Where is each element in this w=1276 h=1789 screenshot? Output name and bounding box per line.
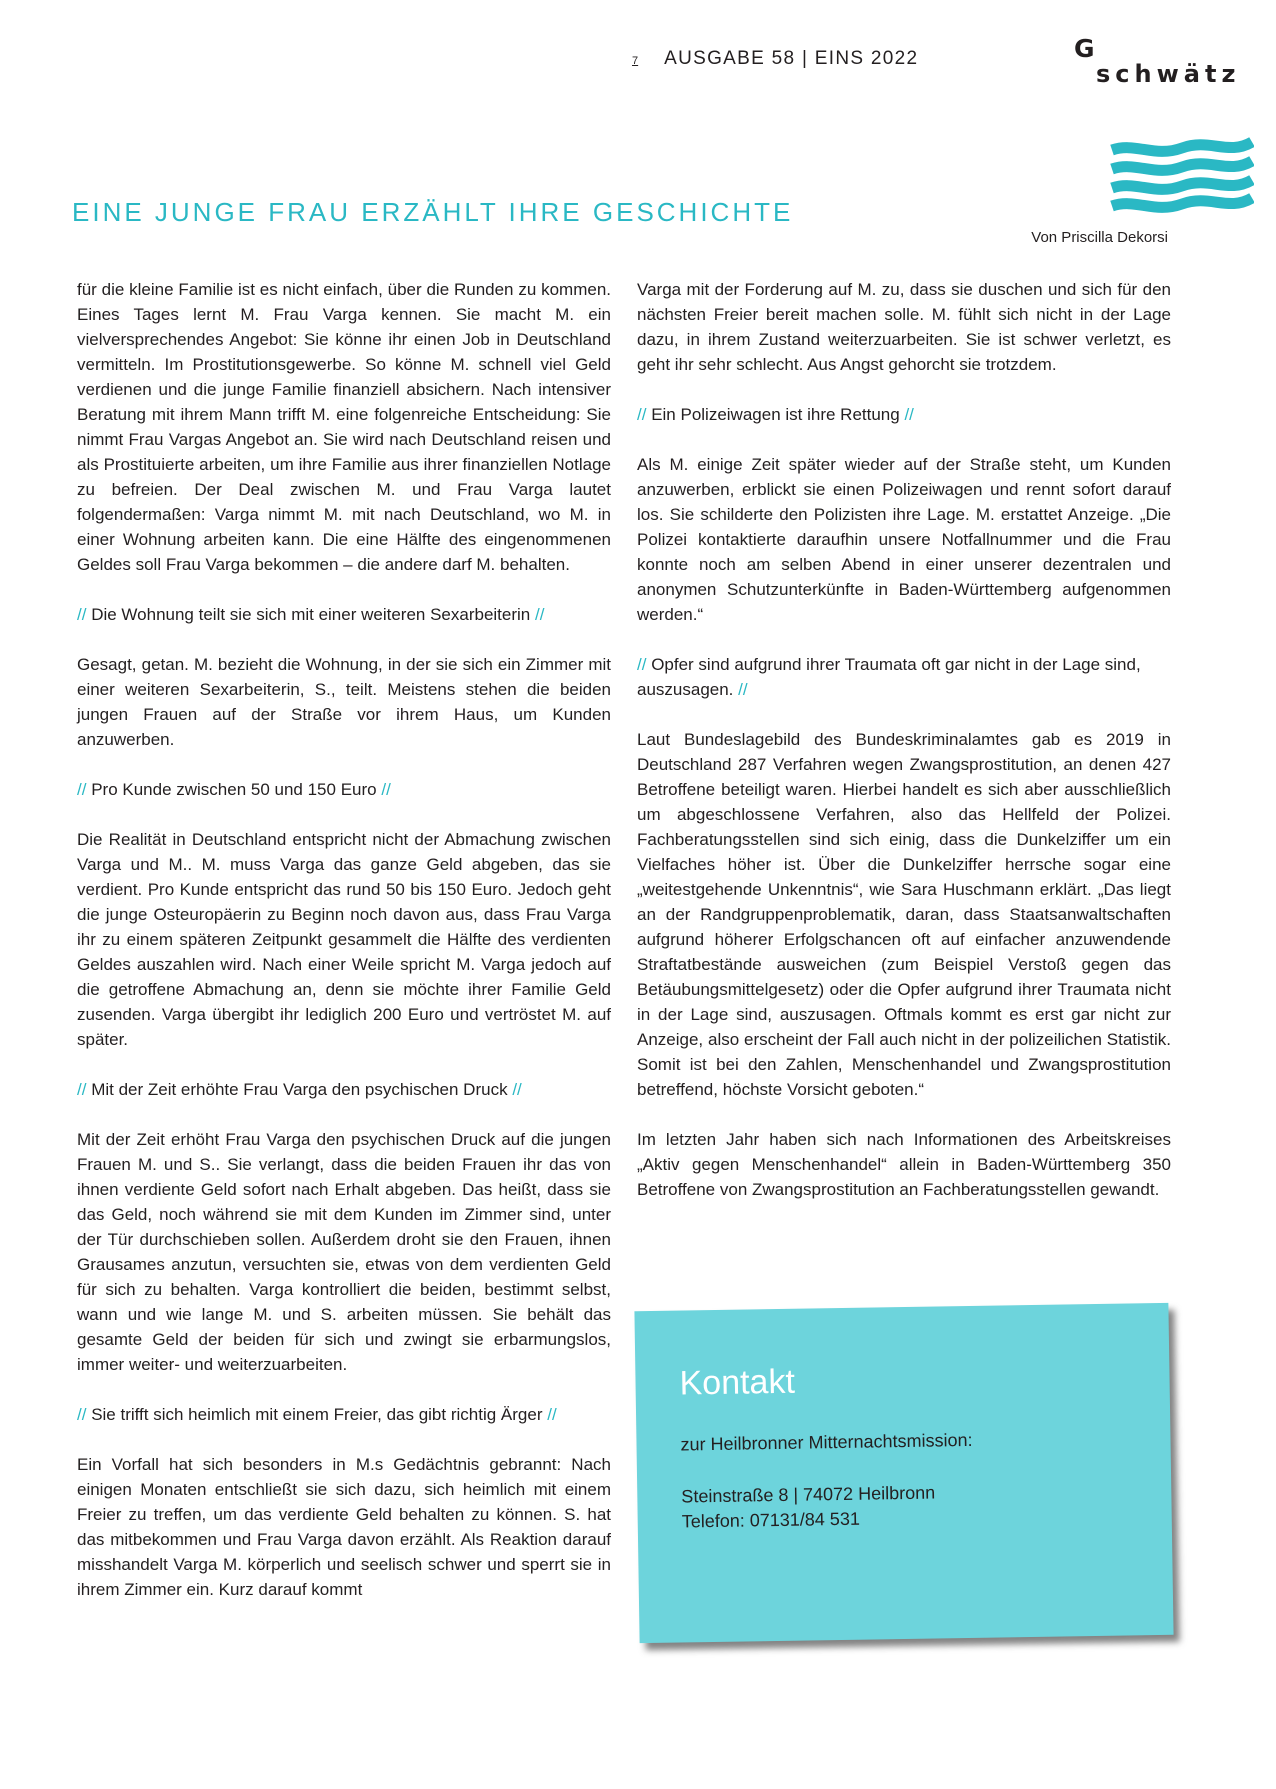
subheading-marker: // (738, 680, 748, 699)
body-paragraph: Laut Bundeslagebild des Bundeskriminalamtes gab es 2019 in Deutschland 287 Verfahren wegen Zwangsprostitution, an denen 427 Betroffene beteiligt waren. Hierbei handelt es sich aber ausschließlich um abgeschlossene Verfahren, also das Hellfeld der Polizei. Fachberatungsstellen sind sich einig, dass die Dunkelziffer um ein Vielfaches höher ist. Über die Dunkelziffer herrsche sogar eine „weitestgehende Unkenntnis“, wie Sara Huschmann erklärt. „Das liegt an der Randgruppenproblematik, daran, dass Staatsanwaltschaften aufgrund höherer Erfolgschancen oft auf einfacher anzuwendende Straftatbestände ausweichen (zum Beispiel Verstoß gegen das Betäubungsmittelgesetz) oder die Opfer aufgrund ihrer Traumata nicht in der Lage sind, auszusagen. Oftmals kommt es erst gar nicht zur Anzeige, also erscheint der Fall auch nicht in der polizeilichen Statistik. Somit ist bei den Zahlen, Menschenhandel und Zwangsprostitution betreffend, höchste Vorsicht geboten.“ (637, 730, 1171, 1099)
subheading-marker: // (381, 780, 391, 799)
subheading-marker: // (547, 1405, 557, 1424)
subheading-marker: // (637, 655, 647, 674)
page-number: 7 (632, 55, 639, 67)
subheading-marker: // (77, 1405, 87, 1424)
body-paragraph: Mit der Zeit erhöht Frau Varga den psychischen Druck auf die jungen Frauen M. und S.. Sie verlangt, dass die beiden Frauen ihr das von ihnen verdiente Geld sofort nach Erhalt abgeben. Das heißt, dass sie das Geld, noch während sie mit dem Kunden im Zimmer sind, unter der Tür durchschieben sollen. Außerdem droht sie den Frauen, ihnen Grausames anzutun, versuchten sie, etwas von dem verdienten Geld für sich zu behalten. Varga kontrolliert die beiden, bestimmt selbst, wann und wie lange M. und S. arbeiten müssen. Sie behält das gesamte Geld der beiden für sich und zwingt sie erbarmungslos, immer weiter- und weiterzuarbeiten. (77, 1130, 611, 1374)
body-paragraph: Ein Vorfall hat sich besonders in M.s Gedächtnis gebrannt: Nach einigen Monaten entschließt sie sich dazu, sich heimlich mit einem Freier zu treffen, um das verdiente Geld behalten zu können. S. hat das mitbekommen und Frau Varga davon erzählt. Als Reaktion darauf misshandelt Varga M. körperlich und seelisch schwer und sperrt sie in ihrem Zimmer ein. Kurz darauf kommt (77, 1455, 611, 1599)
section-subheading (637, 652, 1171, 702)
article-title: EINE JUNGE FRAU ERZÄHLT IHRE GESCHICHTE (72, 197, 794, 227)
logo-initial: G (1074, 34, 1095, 63)
body-paragraph: für die kleine Familie ist es nicht einfach, über die Runden zu kommen. Eines Tages lernt M. Frau Varga kennen. Sie macht M. ein vielversprechendes Angebot: Sie könne ihr einen Job in Deutschland vermitteln. Im Prostitutionsgewerbe. So könne M. schnell viel Geld verdienen und die junge Familie finanziell absichern. Nach intensiver Beratung mit ihrem Mann trifft M. eine folgenreiche Entscheidung: Sie nimmt Frau Vargas Angebot an. Sie wird nach Deutschland reisen und als Prostituierte arbeiten, um ihre Familie aus ihrer finanziellen Notlage zu befreien. Der Deal zwischen M. und Frau Varga lautet folgendermaßen: Varga nimmt M. mit nach Deutschland, wo M. in einer Wohnung arbeiten kann. Die eine Hälfte des eingenommenen Geldes soll Frau Varga bekommen – die andere darf M. behalten. (77, 280, 611, 574)
subheading-text: Ein Polizeiwagen ist ihre Rettung (651, 405, 900, 424)
section-subheading (77, 1402, 611, 1427)
subheading-marker: // (637, 405, 647, 424)
right-column (637, 277, 1171, 1227)
subheading-marker: // (904, 405, 914, 424)
subheading-text: Opfer sind aufgrund ihrer Traumata oft gar nicht in der Lage sind, auszusagen. (637, 655, 1141, 699)
issue-label: AUSGABE 58 | EINS 2022 (664, 48, 919, 69)
waves-icon (1110, 134, 1254, 214)
section-subheading (77, 777, 611, 802)
contact-address: Steinstraße 8 | 74072 Heilbronn (681, 1482, 936, 1507)
subheading-marker: // (77, 1080, 87, 1099)
section-subheading (637, 402, 1171, 427)
body-paragraph: Im letzten Jahr haben sich nach Informationen des Arbeitskreises „Aktiv gegen Menschenhandel“ allein in Baden-Württemberg 350 Betroffene von Zwangsprostitution an Fachberatungsstellen gewandt. (637, 1130, 1171, 1199)
contact-title: Kontakt (679, 1362, 796, 1403)
issue-line (632, 48, 918, 70)
subheading-text: Mit der Zeit erhöhte Frau Varga den psychischen Druck (91, 1080, 508, 1099)
body-paragraph: Gesagt, getan. M. bezieht die Wohnung, in der sie sich ein Zimmer mit einer weiteren Sexarbeiterin, S., teilt. Meistens stehen die beiden jungen Frauen auf der Straße vor ihrem Haus, um Kunden anzuwerben. (77, 655, 611, 749)
subheading-text: Die Wohnung teilt sie sich mit einer weiteren Sexarbeiterin (91, 605, 531, 624)
subheading-marker: // (77, 605, 87, 624)
body-paragraph: Als M. einige Zeit später wieder auf der Straße steht, um Kunden anzuwerben, erblickt sie einen Polizeiwagen und rennt sofort darauf los. Sie schilderte den Polizisten ihre Lage. M. erstattet Anzeige. „Die Polizei kontaktierte daraufhin unsere Notfallnummer und die Frau konnte noch am selben Abend in einer unserer dezentralen und anonymen Schutzunterkünfte in Baden-Württemberg aufgenommen werden.“ (637, 455, 1171, 624)
subheading-text: Pro Kunde zwischen 50 und 150 Euro (91, 780, 377, 799)
contact-organization: zur Heilbronner Mitternachtsmission: (680, 1429, 973, 1455)
contact-card (634, 1303, 1173, 1643)
contact-phone: Telefon: 07131/84 531 (681, 1508, 861, 1532)
left-column (77, 277, 611, 1627)
subheading-marker: // (534, 605, 545, 624)
gschwaetz-logo (1074, 34, 1254, 184)
contact-details (681, 1481, 936, 1535)
subheading-marker: // (512, 1080, 522, 1099)
byline: Von Priscilla Dekorsi (1031, 229, 1168, 246)
section-subheading (77, 602, 611, 627)
logo-word: schwätz (1096, 60, 1241, 88)
body-paragraph: Die Realität in Deutschland entspricht nicht der Abmachung zwischen Varga und M.. M. muss Varga das ganze Geld abgeben, das sie verdient. Pro Kunde entspricht das rund 50 bis 150 Euro. Jedoch geht die junge Osteuropäerin zu Beginn noch davon aus, dass Frau Varga ihr zu einem späteren Zeitpunkt gesammelt die Hälfte des verdienten Geldes auszahlen wird. Nach einer Weile spricht M. Varga jedoch auf die getroffene Abmachung an, denn sie möchte ihrer Familie Geld zusenden. Varga übergibt ihr lediglich 200 Euro und vertröstet M. auf später. (77, 830, 611, 1049)
section-subheading (77, 1077, 611, 1102)
subheading-marker: // (77, 780, 87, 799)
body-paragraph: Varga mit der Forderung auf M. zu, dass sie duschen und sich für den nächsten Freier bereit machen solle. M. fühlt sich nicht in der Lage dazu, in ihrem Zustand weiterzuarbeiten. Sie ist schwer verletzt, es geht ihr sehr schlecht. Aus Angst gehorcht sie trotzdem. (637, 280, 1171, 374)
subheading-text: Sie trifft sich heimlich mit einem Freier, das gibt richtig Ärger (91, 1405, 543, 1424)
